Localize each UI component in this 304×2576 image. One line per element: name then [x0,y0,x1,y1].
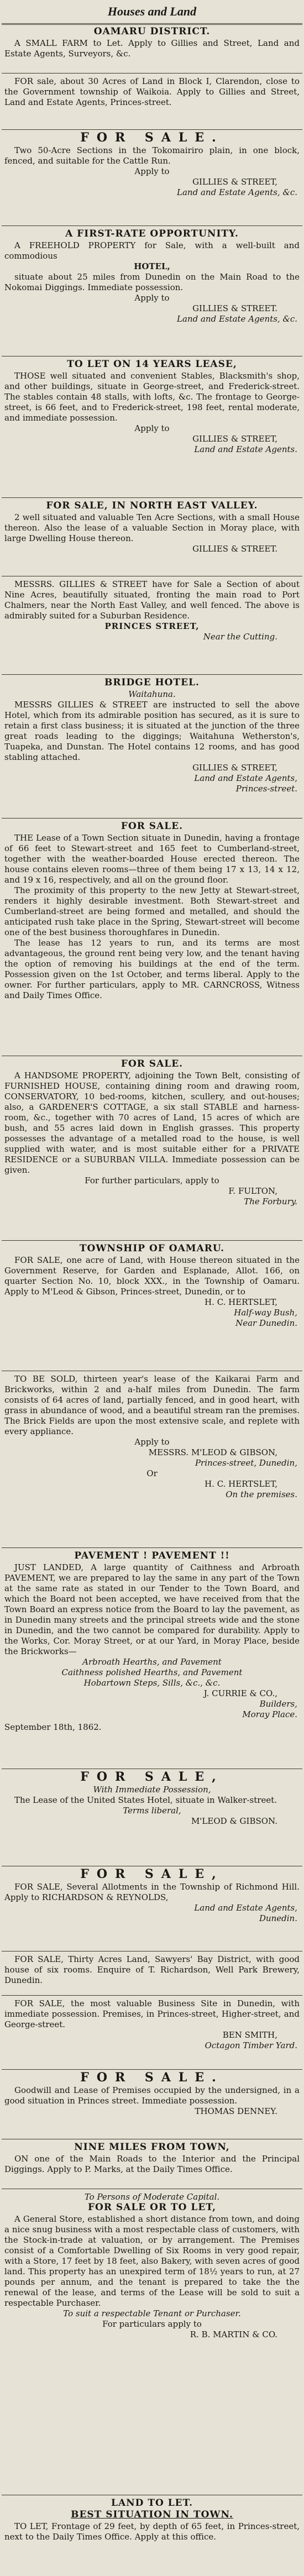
ad-richmond-hill [4,1869,300,1924]
ad-signature-sub: On the premises. [226,1489,297,1499]
ad-signature: MESSRS. M'LEOD & GIBSON, [148,1447,277,1457]
ad-north-east-valley [4,501,300,554]
ad-township-oamaru [4,1244,300,1329]
ad-signature: GILLIES & STREET, [192,177,277,187]
ad-divider [2,225,302,226]
ad-signature: J. CURRIE & CO., [203,1688,277,1698]
ad-heading: LAND TO LET. [111,2498,193,2509]
ad-signature: H. C. HERTSLET, [205,1479,277,1489]
ad-signature: GILLIES & STREET. [192,544,277,554]
ad-signature: H. C. HERTSLET, [205,1297,277,1307]
ad-or: Or [146,1468,158,1478]
ad-place: Waitahuna. [128,689,176,699]
ad-signature-sub: Land and Estate Agents, &c. [177,187,297,197]
ad-body: TO BE SOLD, thirteen year's lease of the Kaikarai Farm and Brickworks, within 2 and a-half miles from Dunedin. The farm consists of 64 acres of land, partially fenced, and in good heart, with grass in abundance of wood, and a beautiful stream ran the premises. The Brick Fields are upon the most extensive scale, and replete with every appliance. [4,1374,300,1436]
ad-heading: TO LET ON 14 YEARS LEASE, [67,359,237,370]
ad-suburban-residence [4,579,300,642]
ad-signature-sub: Builders, [259,1699,297,1709]
ad-body: THOSE well situated and convenient Stables, Blacksmith's shop, and other buildings, situate in George-street, and Frederick-street. The stables contain 48 stalls, with lofts, &c. The frontage to George-street, is 66 feet, and to Frederick-street, 198 feet, rental moderate, and immediate possession. [4,371,300,423]
ad-oamaru-house [4,1059,300,1207]
ad-divider [2,1547,302,1548]
ad-heading: A FIRST-RATE OPPORTUNITY. [65,228,239,239]
ad-heading: FOR SALE. [120,821,184,832]
ad-land-to-let [4,2498,300,2542]
ad-lease-town-section [4,821,300,1001]
ad-further: For further particulars, apply to [85,1176,219,1185]
ad-block-clarendon [4,76,300,108]
ad-body: The Lease of the United States Hotel, situate in Walker-street. [14,1795,277,1805]
ad-signature-sub: Land and Estate Agents. [194,444,297,454]
ad-tokomairiro [4,130,300,198]
section-title: Houses and Land [107,4,197,18]
ad-divider [2,1995,302,1996]
ad-heading: FOR SALE, IN NORTH EAST VALLEY. [46,500,258,511]
ad-body: THE Lease of a Town Section situate in Dunedin, having a frontage of 66 feet to Stewart-street and 165 feet to Cumberland-street, together with the weather-boarded House erected thereon. The house contains eleven rooms—three of them being 17 x 13, 14 x 12, and 19 x 16, respectively, and all on the ground floor. [4,833,300,885]
ad-body: A SMALL FARM to Let. Apply to Gillies and Street, Land and Estate Agents, Surveyors, &c. [4,38,300,59]
ad-let-14-years [4,359,300,455]
ad-divider [2,129,302,130]
ad-signature-sub: Land and Estate Agents, &c. [177,314,297,324]
ad-heading: TOWNSHIP OF OAMARU. [79,1243,225,1254]
ad-signature-sub: Octagon Timber Yard. [205,2040,297,2050]
ad-body: FOR SALE, Thirty Acres Land, Sawyers' Bay District, with good house of six rooms. Enquire of T. Richardson, Well Park Brewery, Dunedin. [4,1954,300,1985]
ad-heading: BRIDGE HOTEL. [104,677,200,688]
ad-list-item: Hobartown Steps, Sills, &c., &c. [83,1678,221,1688]
ad-signature-sub: Princes-street. [235,784,297,794]
ad-body: situate about 25 miles from Dunedin on the Main Road to the Nokomai Diggings. Immediate possession. [4,272,300,292]
ad-date: September 18th, 1862. [4,1722,102,1732]
ad-divider [2,818,302,819]
ad-heading: FOR SALE. [80,2070,224,2085]
ad-body: MESSRS GILLIES & STREET are instructed to sell the above Hotel, which from its admirable position has secured, as it is sure to retain a first class business; it is situated at the junction of the three great roads leading to the diggings; Waitahuna Wetherston's, Tuapeka, and Dunstan. The Hotel contains 12 rooms, and has good stabling attached. [4,700,300,762]
ad-pavement [4,1551,300,1733]
ad-thirty-acres [4,1954,300,1986]
ad-body: The lease has 12 years to run, and its terms are most advantageous, the ground rent being very low, and the tenant having the option of removing his buildings at the end of the term. Possession given on the 1st October, and terms liberal. Apply to the owner. For further particulars, apply to MR. CARNCROSS, Witness and Daily Times Office. [4,938,300,1000]
ad-body: Two 50-Acre Sections in the Tokomairiro plain, in one block, fenced, and suitable for the Cattle Run. [4,145,300,166]
ad-preheading: To Persons of Moderate Capital. [84,2192,220,2202]
ad-heading: NINE MILES FROM TOWN, [74,2142,230,2153]
ad-heading: FOR SALE, [80,1770,224,1784]
ad-divider [2,497,302,498]
header-rule [2,23,302,25]
ad-signature: R. B. MARTIN & CO. [190,2330,277,2339]
ad-terms: Terms liberal, [123,1806,181,1816]
ad-divider [2,73,302,74]
ad-body: FOR SALE, Several Allotments in the Township of Richmond Hill. Apply to RICHARDSON & REYNOLDS, [4,1882,300,1902]
ad-signature: GILLIES & STREET, [192,434,277,444]
ad-body: ON one of the Main Roads to the Interior and the Principal Diggings. Apply to P. Marks, at the Daily Times Office. [4,2154,300,2174]
ad-subheading: HOTEL, [134,261,170,271]
ad-signature: THOMAS DENNEY. [195,2106,277,2116]
ad-apply: Apply to [134,166,170,176]
ad-body: FOR SALE, the most valuable Business Site in Dunedin, with immediate possession. Premises, in Princes-street, Higher-street, and George-street. [4,1998,300,2029]
ad-heading: FOR SALE, [80,1867,224,1881]
ad-signature: GILLIES & STREET, [192,763,277,773]
ad-body: A General Store, established a short distance from town, and doing a nice snug business with a most respectable class of customers, with the Stock-in-trade at valuation, or by arrangement. The Premises consist of a Comfortable Dwelling of Six Rooms in very good repair, with a Store, 17 feet by 18 feet, also Bakery, with seven acres of good land. This property has an unexpired term of 18½ years to run, at 27 pounds per annum, and the tenant is prepared to take the the renewal of the lease, and terms of the Lease will be sold to suit a respectable Purchaser. [4,2214,300,2308]
ad-signature-sub: Half-way Bush, [234,1308,297,1318]
ad-body: FOR sale, about 30 Acres of Land in Block I, Clarendon, close to the Government township of Waikoia. Apply to Gillies and Street, Land and Estate Agents, Princes-street. [4,76,300,107]
ad-signature-sub: Moray Place. [242,1709,297,1719]
ad-divider [2,2069,302,2070]
ad-subheading: PRINCES STREET, [104,621,200,631]
ad-heading: OAMARU DISTRICT. [93,26,211,37]
ad-heading: FOR SALE OR TO LET, [87,2202,217,2213]
ad-heading: PAVEMENT ! PAVEMENT !! [74,1550,230,1561]
ad-moderate-capital [4,2192,300,2340]
ad-list-item: Arbroath Hearths, and Pavement [82,1657,222,1667]
ad-body: 2 well situated and valuable Ten Acre Sections, with a small House thereon. Also the lease of a valuable Section in Moray place, with large Dwelling House thereon. [4,512,300,543]
ad-oamaru-district [4,27,300,59]
ad-apply: Apply to [134,293,170,303]
ad-divider [2,1240,302,1241]
ad-list-item: Caithness polished Hearths, and Pavement [61,1667,243,1677]
ad-nine-miles [4,2142,300,2175]
ad-location: Near the Cutting. [203,632,277,642]
ad-body: MESSRS. GILLIES & STREET have for Sale a Section of about Nine Acres, beautifully situated, fronting the main road to Port Chalmers, near the North East Valley, and well fenced. The above is admirably suited for a Suburban Residence. [4,579,300,621]
ad-signature: M'LEOD & GIBSON. [191,1816,277,1826]
ad-further: For particulars apply to [102,2319,202,2329]
ad-divider [2,674,302,675]
ad-body: FOR SALE, one acre of Land, with House thereon situated in the Government Reserve, for Garden and Esplanade, Allot. 166, on quarter Section No. 10, block XXX., in the Township of Oamaru. Apply to M'Leod & Gibson, Princes-street, Dunedin, or to [4,1255,300,1297]
ad-bridge-hotel [4,678,300,794]
ad-body: Goodwill and Lease of Premises occupied by the undersigned, in a good situation in Princes street. Immediate possession. [4,2085,300,2106]
ad-first-rate [4,229,300,324]
ad-signature-sub: Land and Estate Agents, [194,1903,297,1913]
ad-goodwill [4,2070,300,2117]
ad-body: A FREEHOLD PROPERTY for Sale, with a well-built and commodious [4,240,300,261]
ad-signature-sub: The Forbury. [244,1197,297,1206]
ad-closing: To suit a respectable Tenant or Purchaser. [63,2309,241,2318]
ad-business-site [4,1998,300,2051]
ad-body: JUST LANDED, A large quantity of Caithness and Arbroath PAVEMENT, we are prepared to lay the same in any part of the Town at the same rate as stated in our Tender to the Town Board, and which the Board not been accepted, we have received from that the Town Board an express notice from the Board to lay the pavement, as in Dunedin many streets and the principal streets wide and the stone in Dunedin, and the two cannot be compared for durability. Apply to the Works, Cor. Moray Street, or at our Yard, in Moray Place, beside the Brickworks— [4,1562,300,1656]
ad-signature: F. FULTON, [228,1186,277,1196]
ad-body: The proximity of this property to the new Jetty at Stewart-street, renders it highly desirable investment. Both Stewart-street and Cumberland-street are being formed and metalled, and should the anticipated rush take place in the Spring, Stewart-street will become one of the best business thoroughfares in Dunedin. [4,885,300,937]
section-header [0,0,304,23]
ad-signature-sub: Near Dunedin. [235,1318,297,1328]
ad-heading: FOR SALE. [80,130,224,145]
ad-kaikorai-farm [4,1374,300,1500]
ad-signature-sub: Dunedin. [259,1913,297,1923]
ad-body: A HANDSOME PROPERTY, adjoining the Town Belt, consisting of FURNISHED HOUSE, containing dining room and drawing room, CONSERVATORY, 10 bed-rooms, kitchen, scullery, and out-houses; also, a GARDENER'S COTTAGE, a six stall STABLE and harness-room, &c., together with 70 acres of Land, 15 acres of which are bush, and 55 acres laid down in English grasses. This property possesses the advantage of a metalled road to the house, is well supplied with water, and is most suitable either for a PRIVATE RESIDENCE or a SUBURBAN VILLA. Immediate possession can be given. [4,1071,300,1175]
ad-signature-sub: Princes-street, Dunedin, [195,1458,297,1468]
ad-subheading: With Immediate Possession, [93,1785,211,1795]
ad-body: TO LET, Frontage of 29 feet, by depth of 65 feet, in Princes-street, next to the Daily Times Office. Apply at this office. [4,2521,300,2542]
ad-signature-sub: Land and Estate Agents, [194,773,297,783]
ad-heading: FOR SALE. [120,1058,184,1069]
ad-apply: Apply to [134,423,170,433]
ad-union-street [4,1772,300,1827]
ad-heading-sub: BEST SITUATION IN TOWN. [71,2509,233,2520]
ad-apply: Apply to [134,1437,170,1447]
ad-signature: BEN SMITH, [222,2030,277,2040]
ad-signature: GILLIES & STREET. [192,303,277,313]
